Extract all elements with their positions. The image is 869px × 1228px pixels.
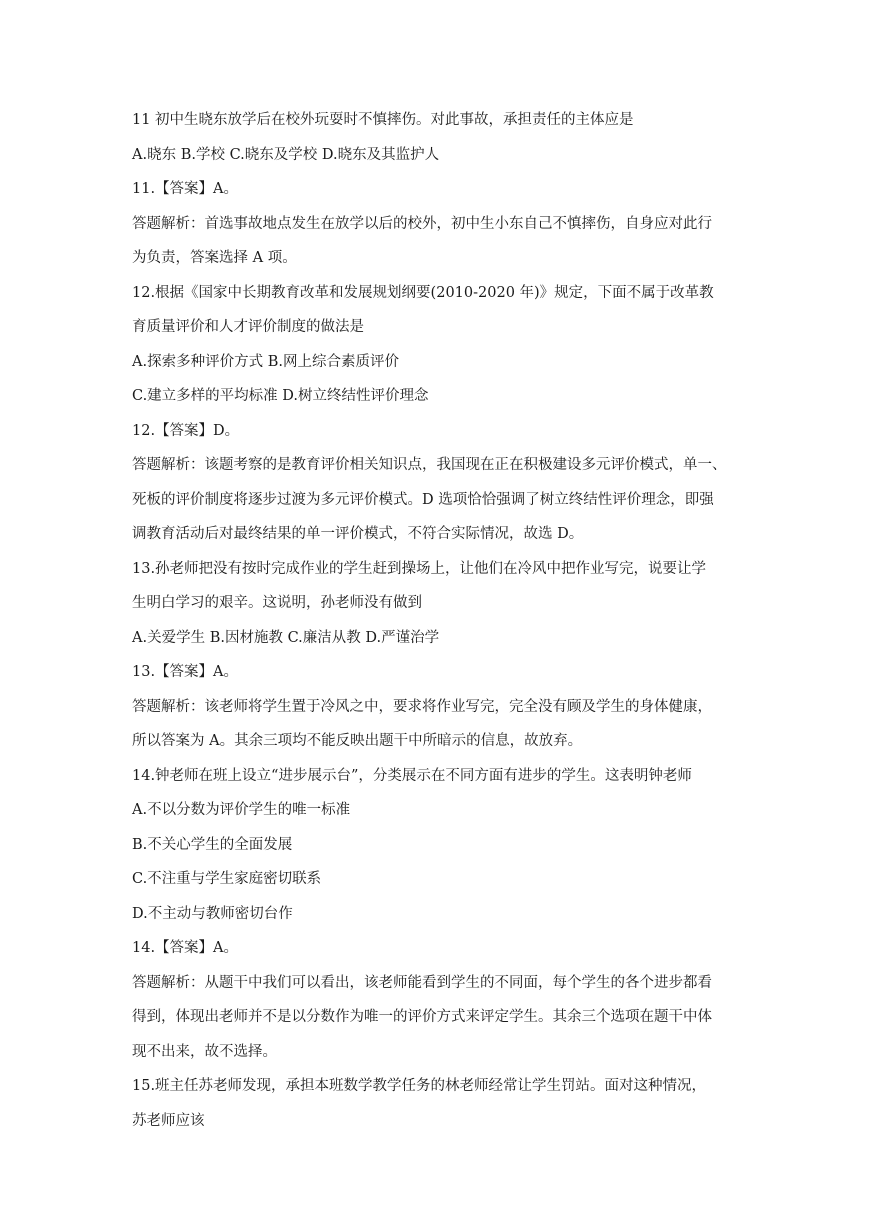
- question-13-answer: 13.【答案】A。: [132, 664, 239, 680]
- document-body: [132, 110, 744, 1145]
- question-12-analysis-line-2: 死板的评价制度将逐步过渡为多元评价模式。D 选项恰恰强调了树立终结性评价理念，即强: [132, 491, 714, 508]
- question-12-answer: 12.【答案】D。: [132, 422, 240, 439]
- question-15-stem-line-2: 苏老师应该: [132, 1112, 205, 1129]
- question-14-option-c: C.不注重与学生家庭密切联系: [132, 871, 322, 887]
- question-12-analysis-line-1: 答题解析：该题考察的是教育评价相关知识点，我国现在正在积极建设多元评价模式，单一、: [132, 457, 727, 473]
- question-11-analysis-line-2: 为负责，答案选择 A 项。: [132, 250, 297, 266]
- question-14-stem: 14.钟老师在班上设立“进步展示台”，分类展示在不同方面有进步的学生。这表明钟老师: [132, 767, 692, 784]
- question-11-options: A.晓东 B.学校 C.晓东及学校 D.晓东及其监护人: [132, 146, 440, 163]
- question-12-stem-line-1: 12.根据《国家中长期教育改革和发展规划纲要(2010-2020 年)》规定，下面不属于改革教: [132, 284, 714, 301]
- question-11-analysis-line-1: 答题解析：首选事故地点发生在放学以后的校外，初中生小东自己不慎摔伤，自身应对此行: [132, 215, 712, 232]
- question-12-options-ab: A.探索多种评价方式 B.网上综合素质评价: [132, 353, 399, 370]
- question-14-analysis-line-3: 现不出来，故不选择。: [132, 1043, 277, 1060]
- question-13-stem-line-1: 13.孙老师把没有按时完成作业的学生赶到操场上，让他们在冷风中把作业写完，说要让学: [132, 560, 707, 577]
- question-13-stem-line-2: 生明白学习的艰辛。这说明，孙老师没有做到: [132, 595, 422, 611]
- question-13-analysis-line-1: 答题解析：该老师将学生置于冷风之中，要求将作业写完，完全没有顾及学生的身体健康，: [132, 698, 712, 715]
- question-14-option-b: B.不关心学生的全面发展: [132, 836, 293, 853]
- question-14-answer: 14.【答案】A。: [132, 940, 239, 956]
- question-14-option-d: D.不主动与教师密切台作: [132, 905, 293, 922]
- question-11-answer: 11.【答案】A。: [132, 181, 239, 197]
- question-14-analysis-line-1: 答题解析：从题干中我们可以看出，该老师能看到学生的不同面，每个学生的各个进步都看: [132, 974, 712, 991]
- question-14-analysis-line-2: 得到，体现出老师并不是以分数作为唯一的评价方式来评定学生。其余三个选项在题干中体: [132, 1009, 712, 1025]
- question-11-stem: 11 初中生晓东放学后在校外玩耍时不慎摔伤。对此事故，承担责任的主体应是: [132, 112, 634, 128]
- question-15-stem-line-1: 15.班主任苏老师发现，承担本班数学教学任务的林老师经常让学生罚站。面对这种情况，: [132, 1078, 707, 1094]
- question-13-options: A.关爱学生 B.因材施教 C.廉洁从教 D.严谨治学: [132, 629, 440, 646]
- question-12-analysis-line-3: 调教育活动后对最终结果的单一评价模式，不符合实际情况，故选 D。: [132, 526, 584, 542]
- question-12-stem-line-2: 育质量评价和人才评价制度的做法是: [132, 319, 364, 335]
- question-14-option-a: A.不以分数为评价学生的唯一标准: [132, 802, 351, 818]
- question-13-analysis-line-2: 所以答案为 A。其余三项均不能反映出题干中所暗示的信息，故放弃。: [132, 733, 583, 749]
- question-12-options-cd: C.建立多样的平均标准 D.树立终结性评价理念: [132, 388, 429, 404]
